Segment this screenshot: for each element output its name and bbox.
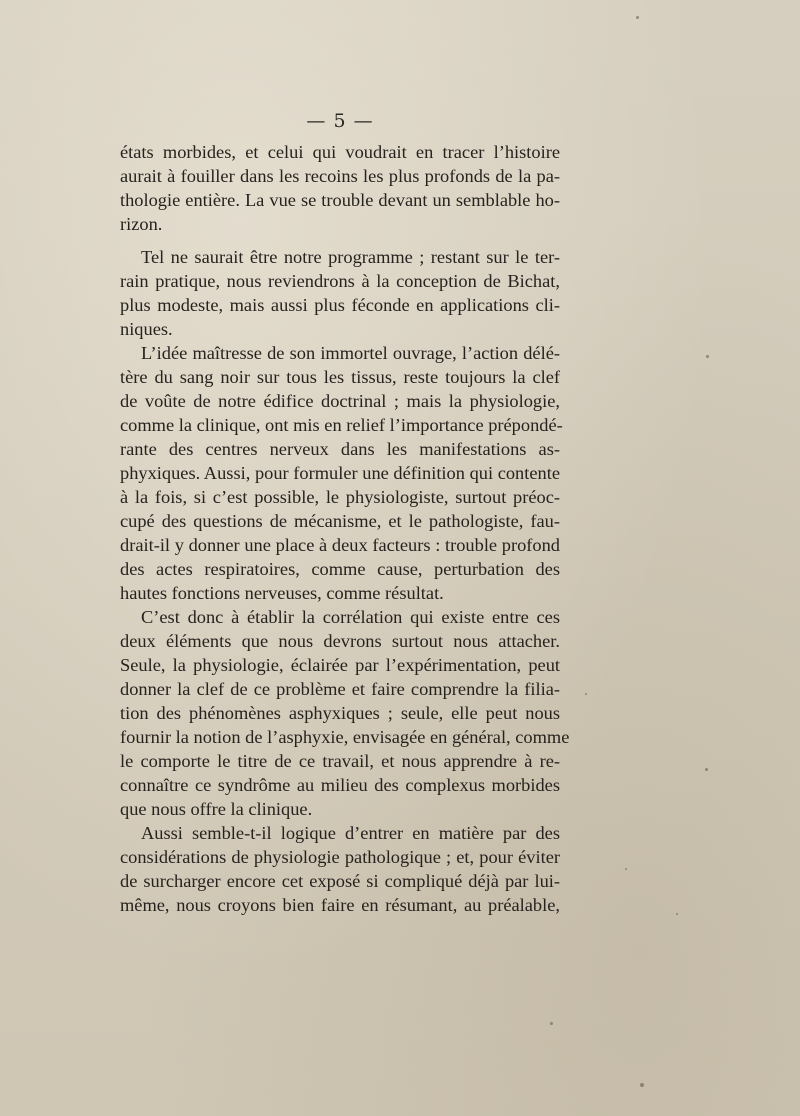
text-line: donner la clef de ce problème et faire comprendre la filia- [120, 679, 560, 699]
text-line: plus modeste, mais aussi plus féconde en applications cli- [120, 295, 560, 315]
text-line: Tel ne saurait être notre programme ; restant sur le ter- [141, 247, 560, 267]
paragraph [120, 341, 563, 605]
text-line: états morbides, et celui qui voudrait en tracer l’histoire [120, 142, 560, 162]
paper-speck [640, 1083, 644, 1087]
body-text [120, 140, 570, 917]
paragraph [120, 605, 570, 821]
paper-speck [625, 868, 627, 870]
text-line: hautes fonctions nerveuses, comme résultat. [120, 583, 444, 603]
paper-speck [585, 693, 587, 695]
paper-speck [676, 913, 678, 915]
text-line: cupé des questions de mécanisme, et le pathologiste, fau- [120, 511, 560, 531]
text-line: deux éléments que nous devrons surtout nous attacher. [120, 631, 560, 651]
text-line: connaître ce syndrôme au milieu des complexus morbides [120, 775, 560, 795]
paragraph [120, 821, 560, 917]
text-line: considérations de physiologie pathologique ; et, pour éviter [120, 847, 560, 867]
text-line: tion des phénomènes asphyxiques ; seule, elle peut nous [120, 703, 560, 723]
text-line: des actes respiratoires, comme cause, perturbation des [120, 559, 560, 579]
text-line: drait-il y donner une place à deux facteurs : trouble profond [120, 535, 560, 555]
text-line: tère du sang noir sur tous les tissus, reste toujours la clef [120, 367, 560, 387]
text-line: le comporte le titre de ce travail, et nous apprendre à re- [120, 751, 560, 771]
text-line: Aussi semble-t-il logique d’entrer en matière par des [141, 823, 560, 843]
text-line: de surcharger encore cet exposé si compliqué déjà par lui- [120, 871, 560, 891]
text-line: comme la clinique, ont mis en relief l’importance prépondé- [120, 415, 563, 435]
text-line: L’idée maîtresse de son immortel ouvrage, l’action délé- [141, 343, 560, 363]
text-line: que nous offre la clinique. [120, 799, 313, 819]
text-line: même, nous croyons bien faire en résumant, au préalable, [120, 895, 560, 915]
text-line: fournir la notion de l’asphyxie, envisagée en général, comme [120, 727, 570, 747]
text-line: de voûte de notre édifice doctrinal ; mais la physiologie, [120, 391, 560, 411]
paper-speck [706, 355, 709, 358]
paper-speck [705, 768, 708, 771]
paper-speck [636, 16, 639, 19]
paper-speck [550, 1022, 553, 1025]
text-line: rain pratique, nous reviendrons à la conception de Bichat, [120, 271, 560, 291]
text-line: niques. [120, 319, 173, 339]
text-line: phyxiques. Aussi, pour formuler une définition qui contente [120, 463, 560, 483]
paragraph [120, 140, 560, 236]
paragraph [120, 245, 560, 341]
text-line: thologie entière. La vue se trouble devant un semblable ho- [120, 190, 560, 210]
text-line: rante des centres nerveux dans les manifestations as- [120, 439, 560, 459]
text-line: C’est donc à établir la corrélation qui existe entre ces [141, 607, 560, 627]
text-line: Seule, la physiologie, éclairée par l’expérimentation, peut [120, 655, 560, 675]
text-line: à la fois, si c’est possible, le physiologiste, surtout préoc- [120, 487, 560, 507]
text-line: rizon. [120, 214, 163, 234]
text-line: aurait à fouiller dans les recoins les plus profonds de la pa- [120, 166, 560, 186]
page-number: — 5 — [306, 110, 374, 132]
